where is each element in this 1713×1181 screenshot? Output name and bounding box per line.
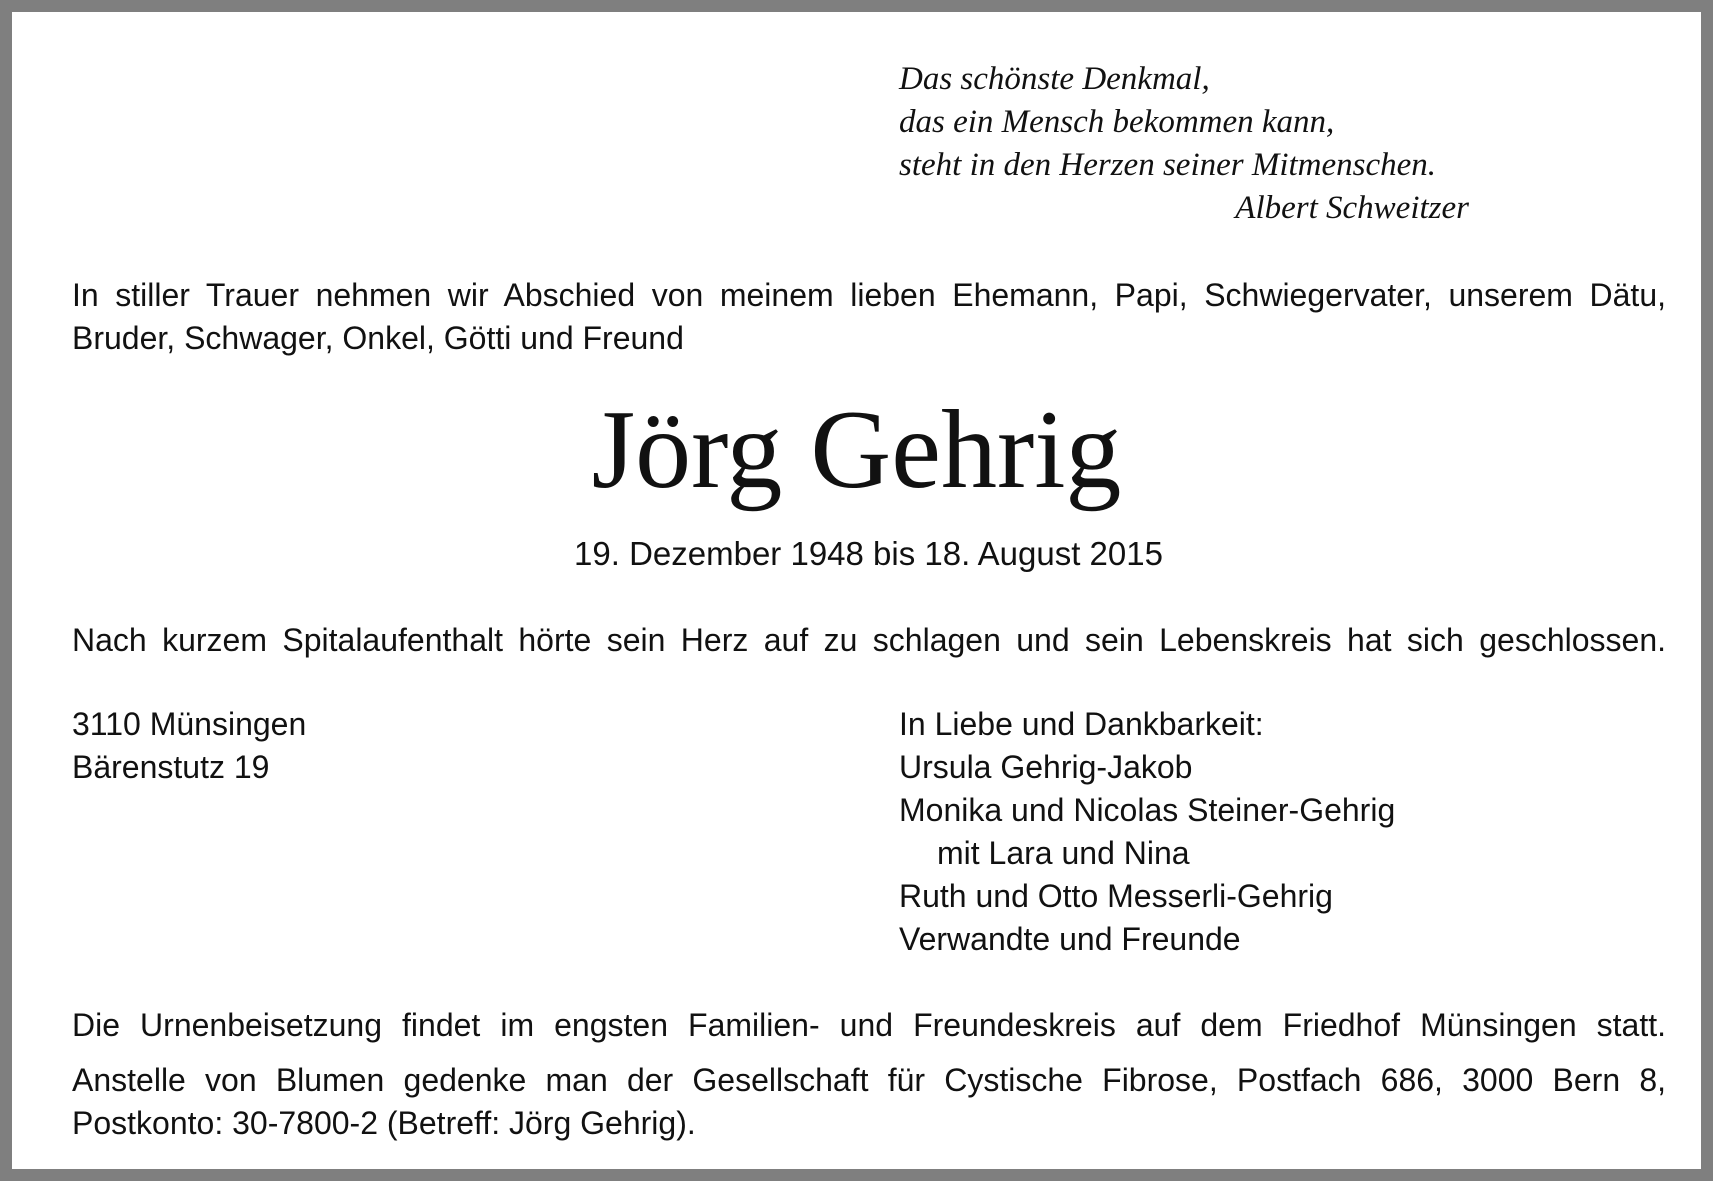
life-dates: 19. Dezember 1948 bis 18. August 2015 [574,535,1163,572]
quote-line: das ein Mensch bekommen kann, [899,104,1335,140]
signatories-block [899,703,1395,961]
signatory-name: Ursula Gehrig-Jakob [899,749,1193,785]
signatory-name: Monika und Nicolas Steiner-Gehrig [899,792,1396,828]
signatories-heading: In Liebe und Dankbarkeit: [899,706,1264,742]
signatory-name: Verwandte und Freunde [899,921,1241,957]
epigraph-quote [899,58,1469,230]
quote-author: Albert Schweitzer [1235,190,1469,226]
address-line-city: 3110 Münsingen [72,706,307,742]
signatory-name: Ruth und Otto Messerli-Gehrig [899,878,1333,914]
quote-line: Das schönste Denkmal, [899,61,1210,97]
donation-note: Anstelle von Blumen gedenke man der Gesellschaft für Cystische Fibrose, Postfach 686, 3000 Bern 8, Postkonto: 30-7800-2 (Betreff: Jörg Gehrig). [72,1062,1666,1141]
passing-note: Nach kurzem Spitalaufenthalt hörte sein Herz auf zu schlagen und sein Lebenskreis hat sich geschlossen. [72,622,1666,658]
quote-line: steht in den Herzen seiner Mitmenschen. [899,147,1437,183]
signatory-name: mit Lara und Nina [937,835,1190,871]
intro-text: In stiller Trauer nehmen wir Abschied von meinem lieben Ehemann, Papi, Schwiegervater, unserem Dätu, Bruder, Schwager, Onkel, Götti und Freund [72,277,1666,356]
deceased-name: Jörg Gehrig [591,388,1122,512]
burial-note: Die Urnenbeisetzung findet im engsten Familien- und Freundeskreis auf dem Friedhof Münsingen statt. [72,1007,1666,1043]
address-line-street: Bärenstutz 19 [72,749,270,785]
address-block [72,703,306,789]
